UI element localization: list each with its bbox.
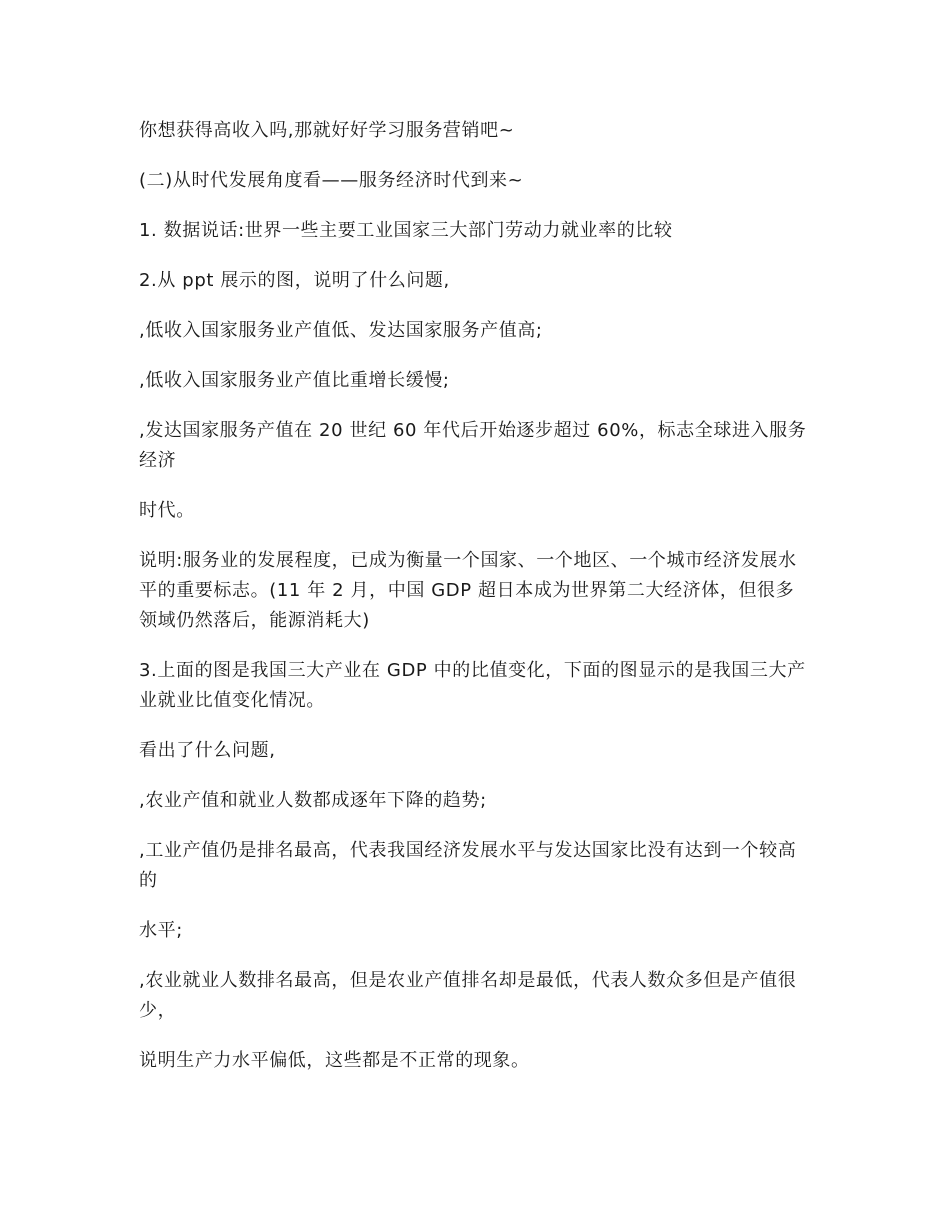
paragraph-point-3: 3.上面的图是我国三大产业在 GDP 中的比值变化，下面的图显示的是我国三大产业就业比值变化情况。 [139, 660, 806, 711]
paragraph-bullet-3: ,发达国家服务产值在 20 世纪 60 年代后开始逐步超过 60%，标志全球进入服务经济 [139, 420, 807, 471]
paragraph-bullet-1: ,低收入国家服务业产值低、发达国家服务产值高; [139, 320, 543, 341]
paragraph-bullet-4: ,农业产值和就业人数都成逐年下降的趋势; [139, 790, 487, 811]
paragraph-section-heading: (二)从时代发展角度看——服务经济时代到来~ [139, 170, 524, 191]
paragraph-bullet-5: ,工业产值仍是排名最高，代表我国经济发展水平与发达国家比没有达到一个较高的 [139, 840, 797, 891]
paragraph-point-1: 1. 数据说话:世界一些主要工业国家三大部门劳动力就业率的比较 [139, 220, 673, 241]
paragraph-bullet-5-continued: 水平; [139, 920, 183, 941]
paragraph-intro: 你想获得高收入吗,那就好好学习服务营销吧~ [139, 120, 515, 141]
paragraph-conclusion: 说明生产力水平偏低，这些都是不正常的现象。 [139, 1050, 530, 1071]
paragraph-bullet-6: ,农业就业人数排名最高，但是农业产值排名却是最低，代表人数众多但是产值很少， [139, 970, 797, 1021]
paragraph-bullet-2: ,低收入国家服务业产值比重增长缓慢; [139, 370, 450, 391]
paragraph-explanation: 说明:服务业的发展程度，已成为衡量一个国家、一个地区、一个城市经济发展水平的重要标志。(11 年 2 月，中国 GDP 超日本成为世界第二大经济体，但很多领域仍然落后，能源消耗大) [139, 550, 797, 631]
document-body [139, 116, 807, 1096]
paragraph-point-2: 2.从 ppt 展示的图，说明了什么问题, [139, 270, 450, 291]
paragraph-question: 看出了什么问题, [139, 740, 276, 761]
paragraph-bullet-3-continued: 时代。 [139, 500, 195, 521]
